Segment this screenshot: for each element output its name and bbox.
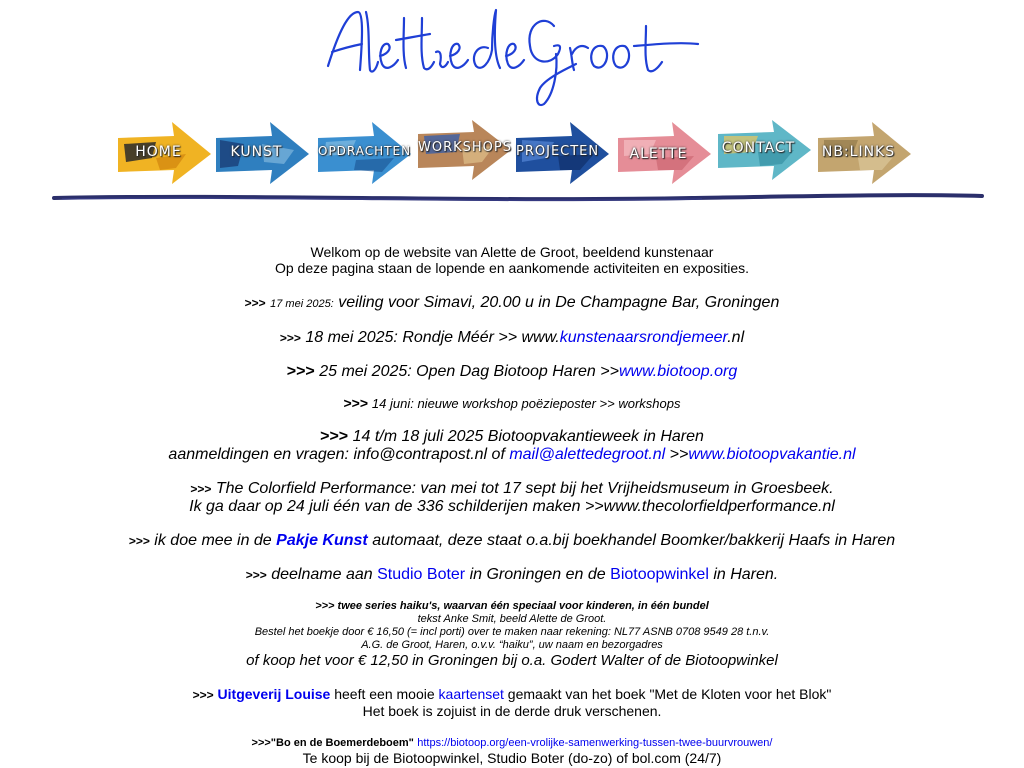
nav-home[interactable]: [116, 118, 213, 188]
event-text-mid: heeft een mooie: [330, 686, 439, 702]
event-veiling: [0, 294, 1024, 313]
event-line-2: Het boek is zojuist in de derde druk verschenen.: [362, 703, 662, 719]
event-text-suffix: in Haren.: [708, 566, 779, 583]
event-prefix: >>>: [190, 482, 212, 496]
brush-stroke-icon: [52, 188, 984, 208]
event-line-2: aanmeldingen en vragen: info@contrapost.nl of: [168, 446, 510, 463]
event-line-1: The Colorfield Performance: van mei tot 17 sept bij het Vrijheidsmuseum in Groesbeek.: [215, 480, 834, 497]
event-prefix: >>>: [245, 568, 267, 582]
event-colorfield: [0, 480, 1024, 516]
signature-logo-icon: [318, 4, 704, 112]
biotoopvakantie-link[interactable]: www.biotoopvakantie.nl: [688, 446, 856, 463]
event-uitgeverij: [0, 686, 1024, 719]
haiku-line-4: A.G. de Groot, Haren, o.v.v. “haiku”, uw naam en bezorgadres: [361, 639, 663, 651]
nav-contact[interactable]: [716, 118, 813, 188]
intro-line-1: Welkom op de website van Alette de Groot, beeldend kunstenaar: [310, 244, 714, 260]
brush-divider: [52, 188, 984, 208]
event-text: ik doe mee in de: [154, 532, 277, 549]
nav-opdrachten-label: OPDRACHTEN: [318, 144, 412, 158]
haiku-line-1: >>> twee series haiku's, waarvan één speciaal voor kinderen, in één bundel: [315, 600, 709, 612]
event-prefix: >>>: [343, 395, 369, 411]
site-logo[interactable]: [318, 4, 704, 112]
event-text: 25 mei 2025: Open Dag Biotoop Haren >>: [319, 363, 619, 380]
intro: [0, 244, 1024, 276]
kaartenset-link[interactable]: kaartenset: [438, 686, 504, 702]
pakje-kunst-link[interactable]: Pakje Kunst: [276, 532, 368, 549]
nav-projecten-label: PROJECTEN: [516, 144, 600, 159]
biotoopwinkel-link[interactable]: Biotoopwinkel: [610, 566, 709, 583]
event-text-suffix: automaat, deze staat o.a.bij boekhandel Boomker/bakkerij Haafs in Haren: [367, 532, 896, 549]
event-prefix: >>>: [192, 688, 214, 702]
studio-boter-link[interactable]: Studio Boter: [377, 566, 466, 583]
nav-kunst-label: KUNST: [230, 144, 283, 160]
uitgeverij-louise-link[interactable]: Uitgeverij Louise: [217, 686, 331, 702]
kunstenaarsrondjemeer-link[interactable]: kunstenaarsrondjemeer: [559, 329, 728, 346]
event-text: deelname aan: [271, 566, 378, 583]
biotoop-article-link[interactable]: https://biotoop.org/een-vrolijke-samenwerking-tussen-twee-buurvrouwen/: [417, 737, 773, 749]
haiku-line-5: of koop het voor € 12,50 in Groningen bij o.a. Godert Walter of de Biotoopwinkel: [246, 652, 778, 669]
nav-alette[interactable]: [616, 118, 713, 188]
event-date: 17 mei 2025:: [270, 298, 334, 310]
event-prefix: >>>: [128, 534, 150, 548]
event-workshop: [0, 395, 1024, 412]
haiku-line-2: tekst Anke Smit, beeld Alette de Groot.: [417, 613, 607, 625]
main-content: [0, 244, 1024, 766]
event-text: 14 juni: nieuwe workshop poëzieposter >> workshops: [371, 396, 681, 411]
nav-opdrachten[interactable]: [316, 118, 413, 188]
event-prefix: >>>: [244, 296, 266, 310]
nav-links[interactable]: [816, 118, 913, 188]
event-haiku: [0, 600, 1024, 670]
event-vakantieweek: [0, 428, 1024, 464]
event-studio-boter: [0, 566, 1024, 584]
event-prefix: >>>: [279, 331, 301, 345]
event-text-mid: in Groningen en de: [465, 566, 611, 583]
event-rondje-meer: [0, 329, 1024, 347]
event-line-2: Te koop bij de Biotoopwinkel, Studio Boter (do-zo) of bol.com (24/7): [302, 750, 722, 766]
nav-home-label: HOME: [135, 144, 182, 160]
event-text-suffix: gemaakt van het boek "Met de Kloten voor het Blok": [503, 686, 832, 702]
nav-contact-label: CONTACT: [721, 140, 796, 156]
nav-kunst[interactable]: [214, 118, 311, 188]
intro-line-2: Op deze pagina staan de lopende en aankomende activiteiten en exposities.: [274, 260, 749, 276]
biotoop-link[interactable]: www.biotoop.org: [618, 363, 738, 380]
nav-workshops-label: WORKSHOPS: [418, 140, 512, 155]
event-prefix: >>>: [286, 363, 315, 380]
nav-workshops[interactable]: [416, 118, 513, 188]
event-text: 18 mei 2025: Rondje Méér >> www.: [305, 329, 560, 346]
nav-links-label: NB:LINKS: [821, 144, 896, 160]
main-navigation: [116, 118, 916, 190]
event-line-2: Ik ga daar op 24 juli één van de 336 schilderijen maken >>www.thecolorfieldperformance.nl: [189, 498, 835, 515]
mail-link[interactable]: mail@alettedegroot.nl: [509, 446, 666, 463]
event-bo-boemerdeboem: [0, 735, 1024, 766]
event-text-suffix: .nl: [727, 329, 745, 346]
nav-projecten[interactable]: [514, 118, 611, 188]
event-open-dag: [0, 363, 1024, 381]
event-title: >>>"Bo en de Boemerdeboem": [251, 737, 414, 749]
event-line-2-mid: >>: [665, 446, 689, 463]
event-pakje-kunst: [0, 532, 1024, 550]
event-line-1: 14 t/m 18 juli 2025 Biotoopvakantieweek in Haren: [352, 428, 704, 445]
haiku-line-3: Bestel het boekje door € 16,50 (= incl porti) over te maken naar rekening: NL77 ASNB 0708 9549 28 t.n.v.: [254, 626, 770, 638]
event-prefix: >>>: [320, 428, 349, 445]
event-text: veiling voor Simavi, 20.00 u in De Champagne Bar, Groningen: [338, 294, 780, 311]
nav-alette-label: ALETTE: [629, 146, 688, 162]
